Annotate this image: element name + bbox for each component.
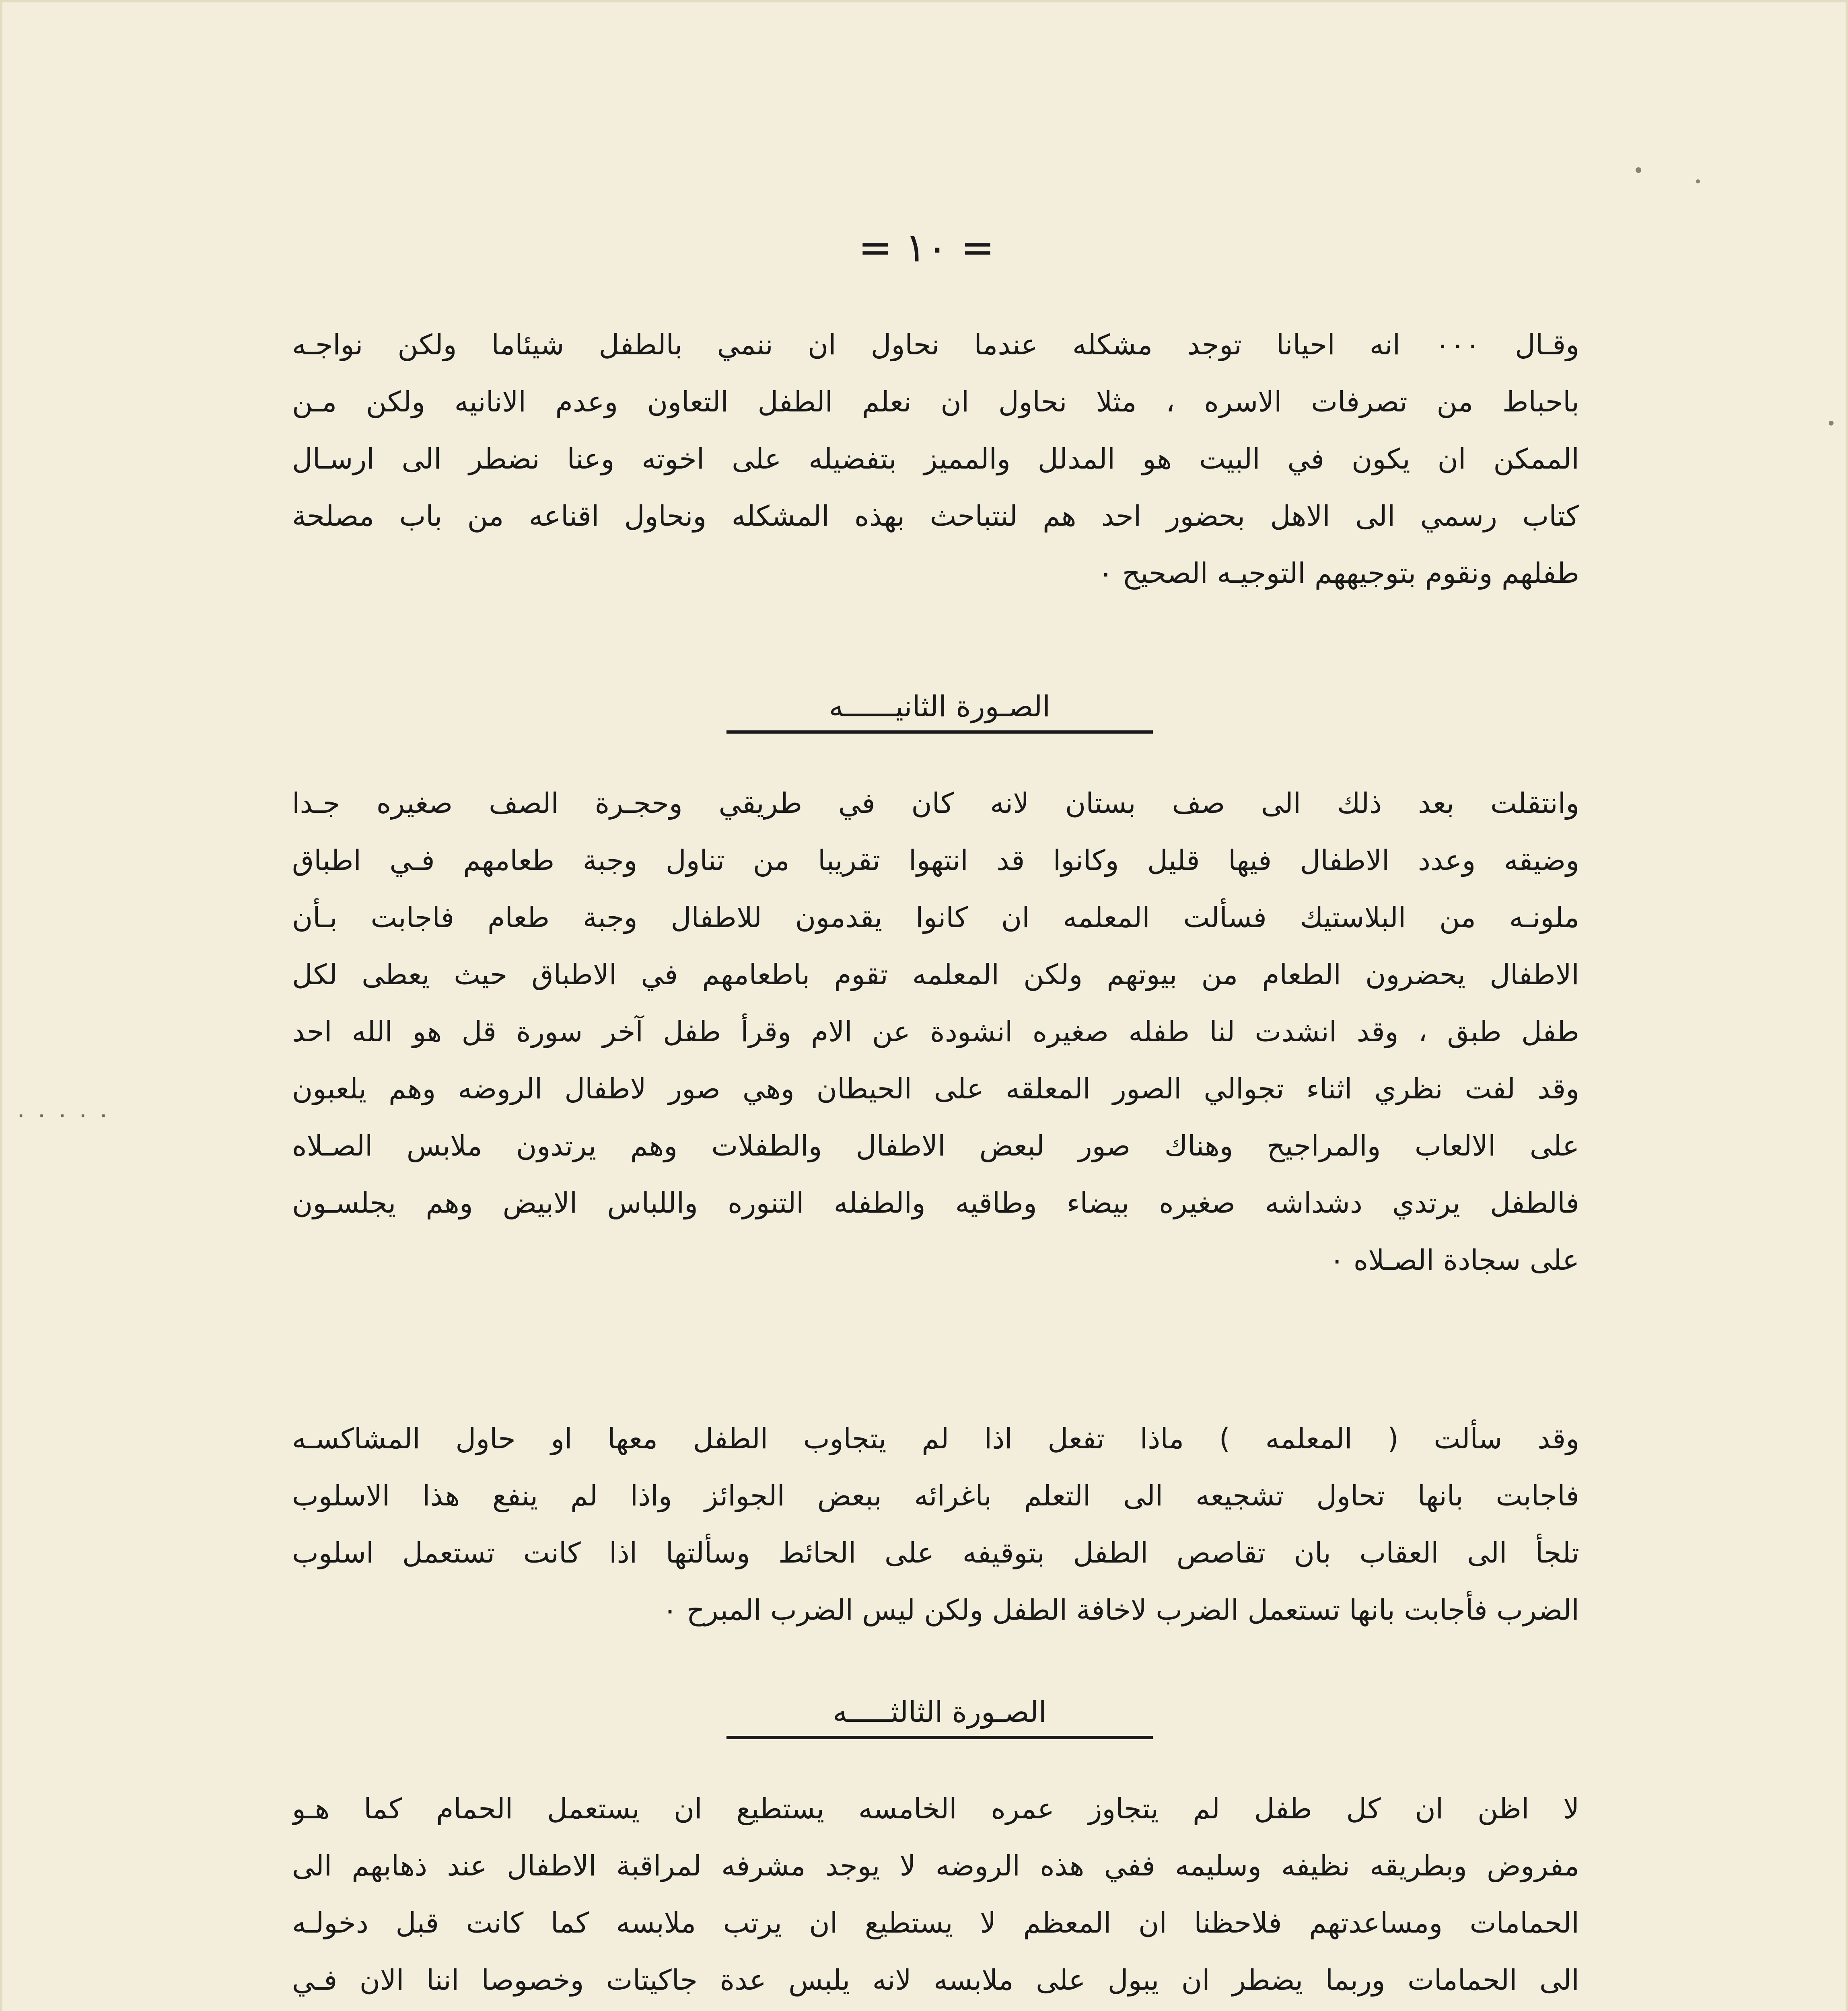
paragraph-2 <box>292 775 1579 1289</box>
text-line: تلجأ الى العقاب بان تقاصص الطفل بتوقيفه على الحائط وسألتها اذا كانت تستعمل اسلوب <box>292 1536 1579 1569</box>
text-line: لا اظن ان كل طفل لم يتجاوز عمره الخامسه يستطيع ان يستعمل الحمام كما هـو <box>292 1792 1579 1825</box>
text-line: فالطفل يرتدي دشداشه صغيره بيضاء وطاقيه والطفله التنوره واللباس الابيض وهم يجلسـون <box>292 1186 1579 1219</box>
section-heading: الصـورة الثانيــــــه <box>726 682 1153 734</box>
text-line: وضيقه وعدد الاطفال فيها قليل وكانوا قد انتهوا تقريبا من تناول وجبة طعامهم فـي اطباق <box>292 844 1579 877</box>
text-line: على سجادة الصـلاه ٠ <box>1329 1244 1579 1277</box>
paper-speck <box>1696 179 1700 183</box>
paragraph-1 <box>292 316 1579 602</box>
paper-speck <box>1829 421 1834 426</box>
text-line: كتاب رسمي الى الاهل بحضور احد هم لنتباحث بهذه المشكله ونحاول اقناعه من باب مصلحة <box>292 500 1579 533</box>
text-line: طفلهم ونقوم بتوجيههم التوجيـه الصحيح ٠ <box>1098 557 1579 590</box>
text-line: وانتقلت بعد ذلك الى صف بستان لانه كان في طريقي وحجـرة الصف صغيره جـدا <box>292 787 1579 820</box>
text-line: طفل طبق ، وقد انشدت لنا طفله صغيره انشودة عن الام وقرأ طفل آخر سورة قل هو الله احد <box>292 1015 1579 1048</box>
paragraph-4 <box>292 1780 1579 2011</box>
text-line: مفروض وبطريقه نظيفه وسليمه ففي هذه الروضه لا يوجد مشرفه لمراقبة الاطفال عند ذهابهم الى <box>292 1849 1579 1882</box>
paragraph-3 <box>292 1410 1579 1639</box>
text-line: ملونـه من البلاستيك فسألت المعلمه ان كانوا يقدمون للاطفال وجبة طعام فاجابت بـأن <box>292 901 1579 934</box>
text-line: وقد لفت نظري اثناء تجوالي الصور المعلقه على الحيطان وهي صور لاطفال الروضه وهم يلعبون <box>292 1072 1579 1105</box>
section-heading: الصـورة الثالثـــــه <box>726 1688 1153 1739</box>
text-line <box>292 2009 1579 2011</box>
text-line: على الالعاب والمراجيح وهناك صور لبعض الاطفال والطفلات وهم يرتدون ملابس الصـلاه <box>292 1129 1579 1162</box>
text-line: وقد سألت ( المعلمه ) ماذا تفعل اذا لم يتجاوب الطفل معها او حاول المشاكسـه <box>292 1422 1579 1455</box>
text-line: باحباط من تصرفات الاسره ، مثلا نحاول ان نعلم الطفل التعاون وعدم الانانيه ولكن مـن <box>292 385 1579 418</box>
text-line: الاطفال يحضرون الطعام من بيوتهم ولكن المعلمه تقوم باطعامهم في الاطباق حيث يعطى لكل <box>292 958 1579 991</box>
text-line: الحمامات ومساعدتهم فلاحظنا ان المعظم لا يستطيع ان يرتب ملابسه كما كانت قبل دخولـه <box>292 1906 1579 1939</box>
paper-speck <box>1636 167 1641 173</box>
margin-marks: ٠ ٠ ٠ ٠ ٠ <box>14 1100 110 1129</box>
text-line: فاجابت بانها تحاول تشجيعه الى التعلم باغرائه ببعض الجوائز واذا لم ينفع هذا الاسلوب <box>292 1479 1579 1512</box>
text-line: الممكن ان يكون في البيت هو المدلل والمميز بتفضيله على اخوته وعنا نضطر الى ارسـال <box>292 442 1579 475</box>
text-line: الضرب فأجابت بانها تستعمل الضرب لاخافة الطفل ولكن ليس الضرب المبرح ٠ <box>662 1594 1579 1626</box>
text-line: وقـال ٠٠٠ انه احيانا توجد مشكله عندما نحاول ان ننمي بالطفل شيئاما ولكن نواجـه <box>292 328 1579 361</box>
page-number: = ١٠ = <box>858 224 995 271</box>
text-line: الى الحمامات وربما يضطر ان يبول على ملابسه لانه يلبس عدة جاكيتات وخصوصا اننا الان فـي <box>292 1964 1579 1997</box>
